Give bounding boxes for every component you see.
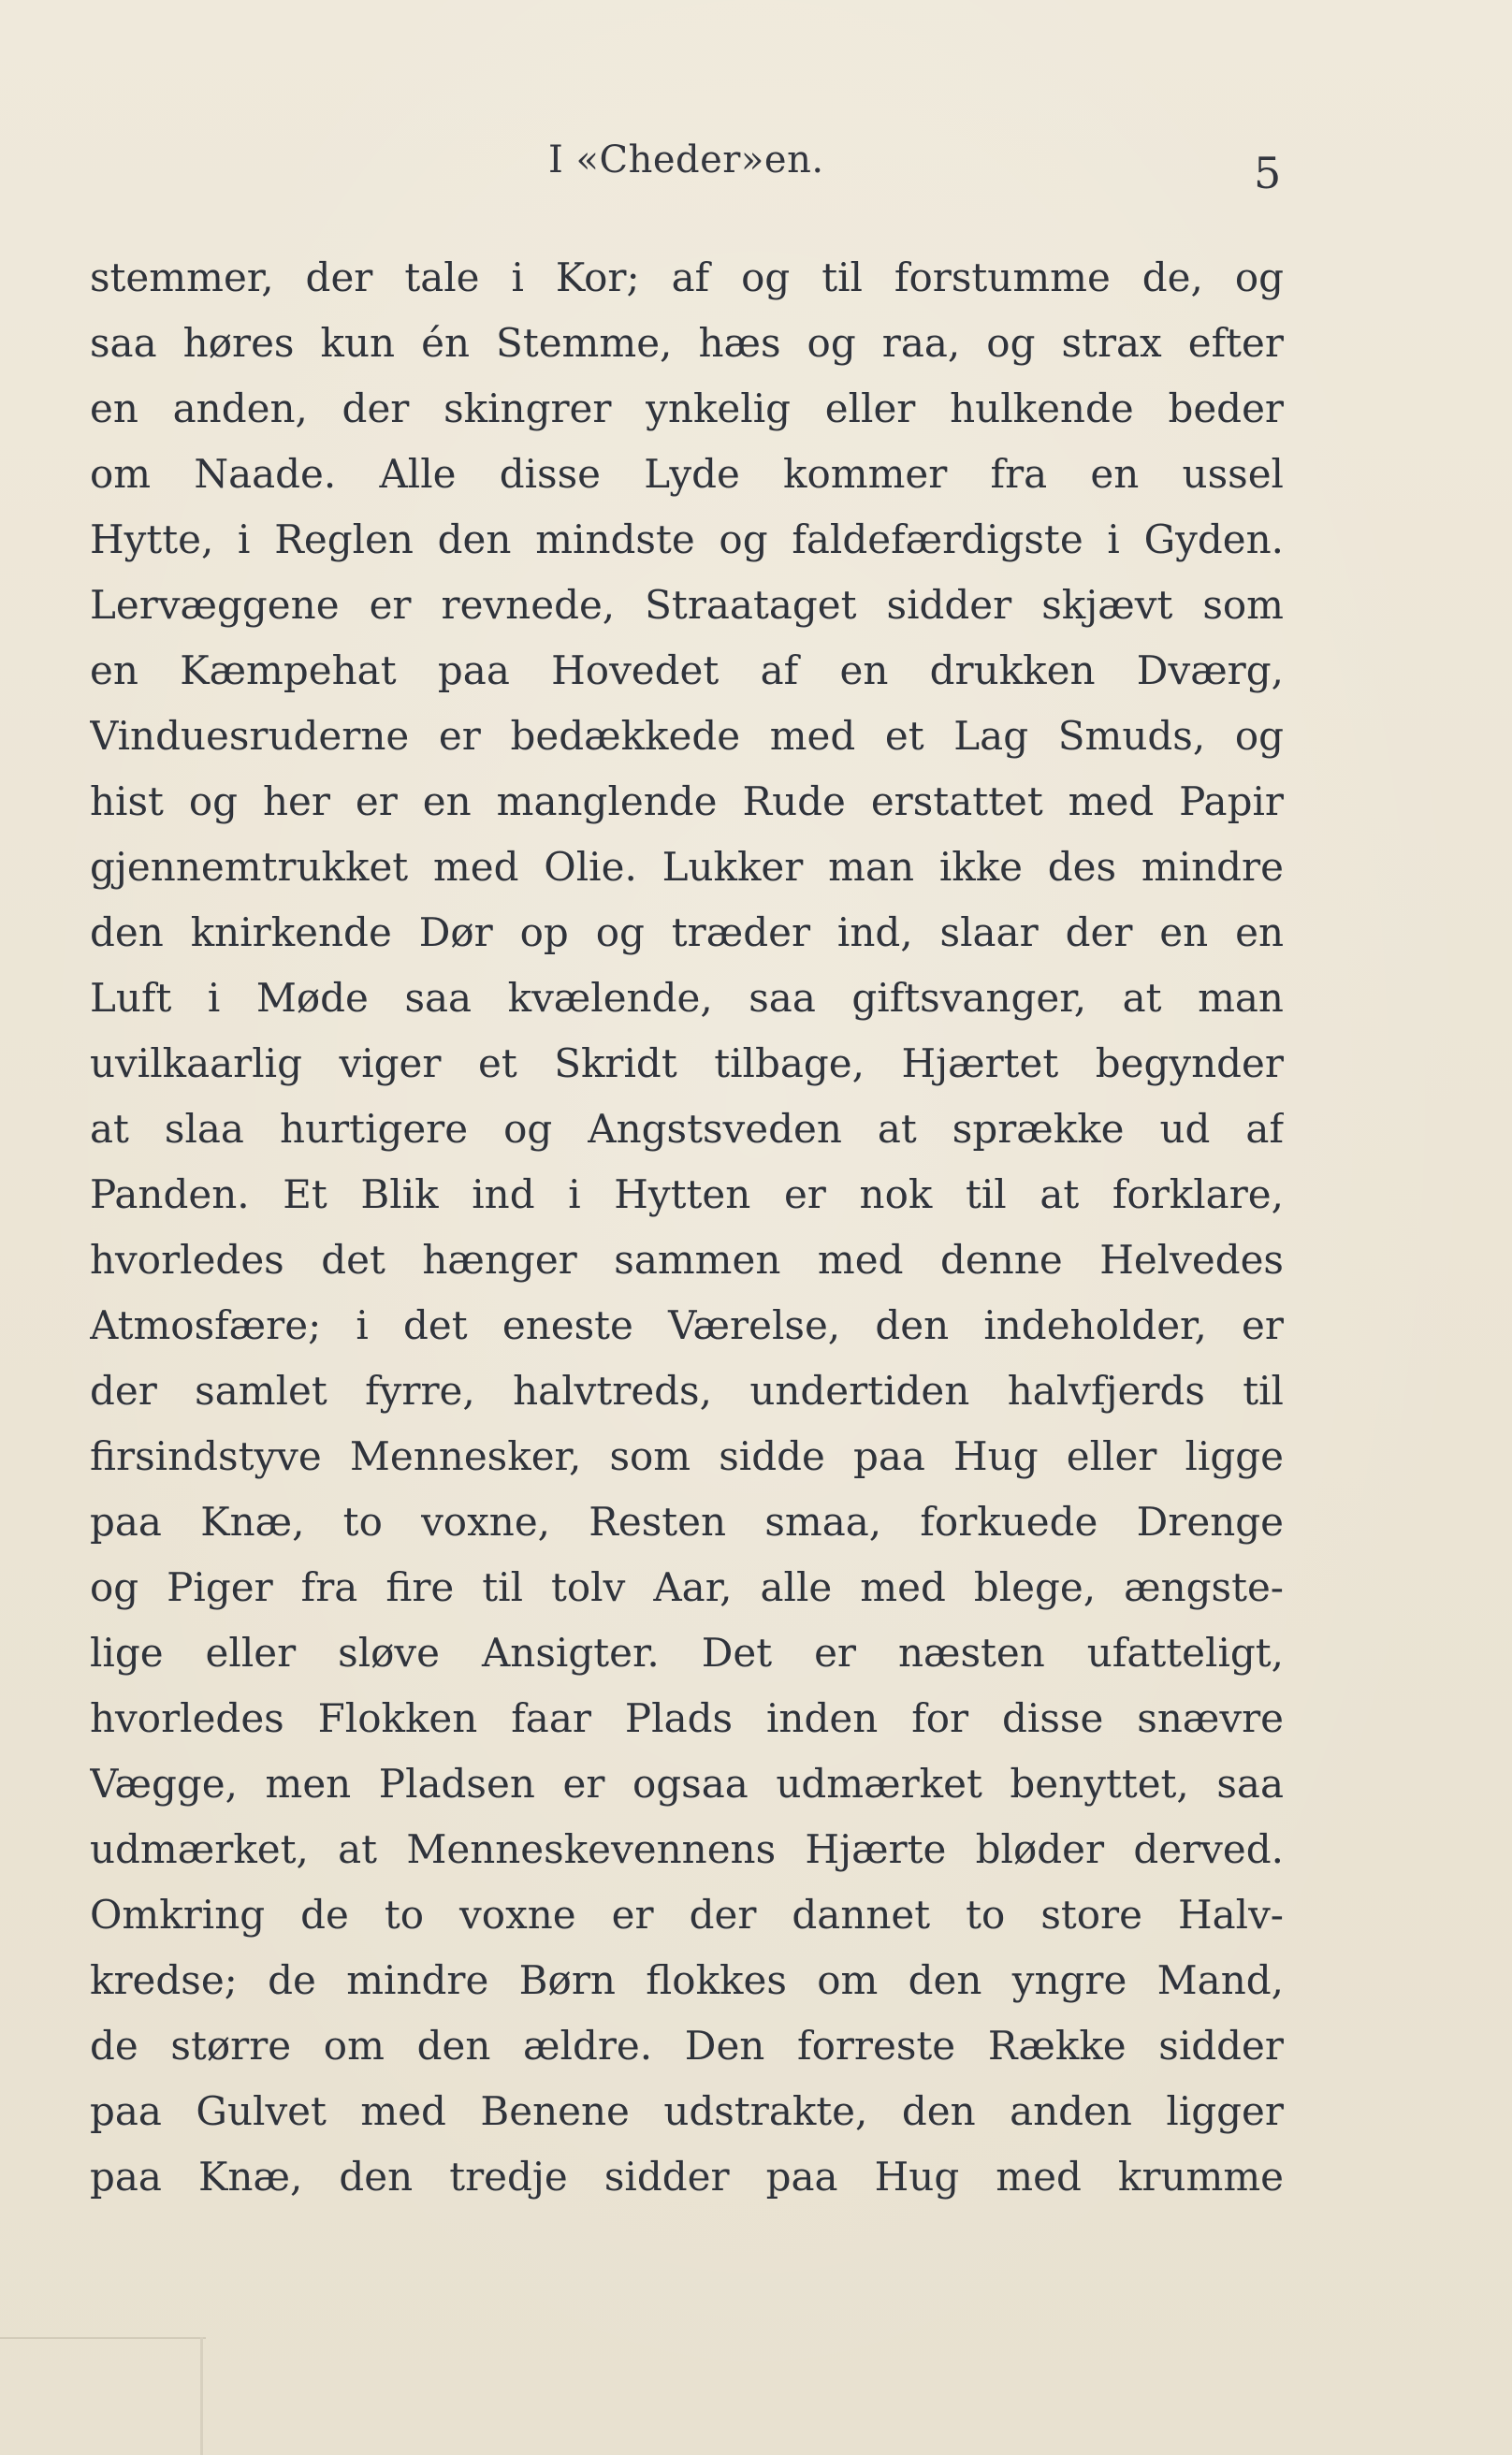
text-line: Atmosfære; i det eneste Værelse, den indeholder, er <box>90 1302 1284 1348</box>
text-line: Vægge, men Pladsen er ogsaa udmærket benyttet, saa <box>90 1761 1284 1807</box>
text-line: uvilkaarlig viger et Skridt tilbage, Hjærtet begynder <box>90 1040 1284 1086</box>
text-line: Hytte, i Reglen den mindste og faldefærdigste i Gyden. <box>90 516 1284 562</box>
text-line: Panden. Et Blik ind i Hytten er nok til at forklare, <box>90 1171 1284 1217</box>
text-line: saa høres kun én Stemme, hæs og raa, og strax efter <box>90 320 1284 366</box>
text-line: paa Knæ, den tredje sidder paa Hug med krumme <box>90 2154 1284 2200</box>
text-line: der samlet fyrre, halvtreds, undertiden halvfjerds til <box>90 1368 1284 1414</box>
text-line: paa Knæ, to voxne, Resten smaa, forkuede Drenge <box>90 1499 1284 1545</box>
text-line: om Naade. Alle disse Lyde kommer fra en ussel <box>90 451 1284 497</box>
text-line: hist og her er en manglende Rude erstattet med Papir <box>90 778 1284 824</box>
text-line: Lervæggene er revnede, Straataget sidder skjævt som <box>90 582 1284 628</box>
page-number: 5 <box>1254 148 1282 198</box>
text-line: og Piger fra fire til tolv Aar, alle med blege, ængste- <box>90 1564 1284 1610</box>
text-line: kredse; de mindre Børn flokkes om den yngre Mand, <box>90 1957 1284 2003</box>
text-line: paa Gulvet med Benene udstrakte, den anden ligger <box>90 2088 1284 2134</box>
text-line: Vinduesruderne er bedækkede med et Lag Smuds, og <box>90 713 1284 759</box>
text-line: stemmer, der tale i Kor; af og til forstumme de, og <box>90 254 1284 300</box>
text-line: Luft i Møde saa kvælende, saa giftsvanger, at man <box>90 975 1284 1021</box>
text-line: udmærket, at Menneskevennens Hjærte bløder derved. <box>90 1826 1284 1872</box>
text-line: en anden, der skingrer ynkelig eller hulkende beder <box>90 385 1284 431</box>
text-line: at slaa hurtigere og Angstsveden at sprække ud af <box>90 1106 1284 1152</box>
text-line: en Kæmpehat paa Hovedet af en drukken Dværg, <box>90 647 1284 693</box>
text-line: de større om den ældre. Den forreste Række sidder <box>90 2023 1284 2069</box>
text-line: hvorledes det hænger sammen med denne Helvedes <box>90 1237 1284 1283</box>
text-line: gjennemtrukket med Olie. Lukker man ikke des mindre <box>90 844 1284 890</box>
scan-edge-line <box>0 2337 206 2339</box>
text-line: hvorledes Flokken faar Plads inden for disse snævre <box>90 1695 1284 1741</box>
text-line: den knirkende Dør op og træder ind, slaar der en en <box>90 909 1284 955</box>
text-line: lige eller sløve Ansigter. Det er næsten ufatteligt, <box>90 1630 1284 1676</box>
body-text <box>90 245 1284 2210</box>
scan-edge-line-vertical <box>200 2337 203 2455</box>
text-line: firsindstyve Mennesker, som sidde paa Hug eller ligge <box>90 1433 1284 1479</box>
running-title: I «Cheder»en. <box>548 138 824 182</box>
text-line: Omkring de to voxne er der dannet to store Halv- <box>90 1892 1284 1938</box>
